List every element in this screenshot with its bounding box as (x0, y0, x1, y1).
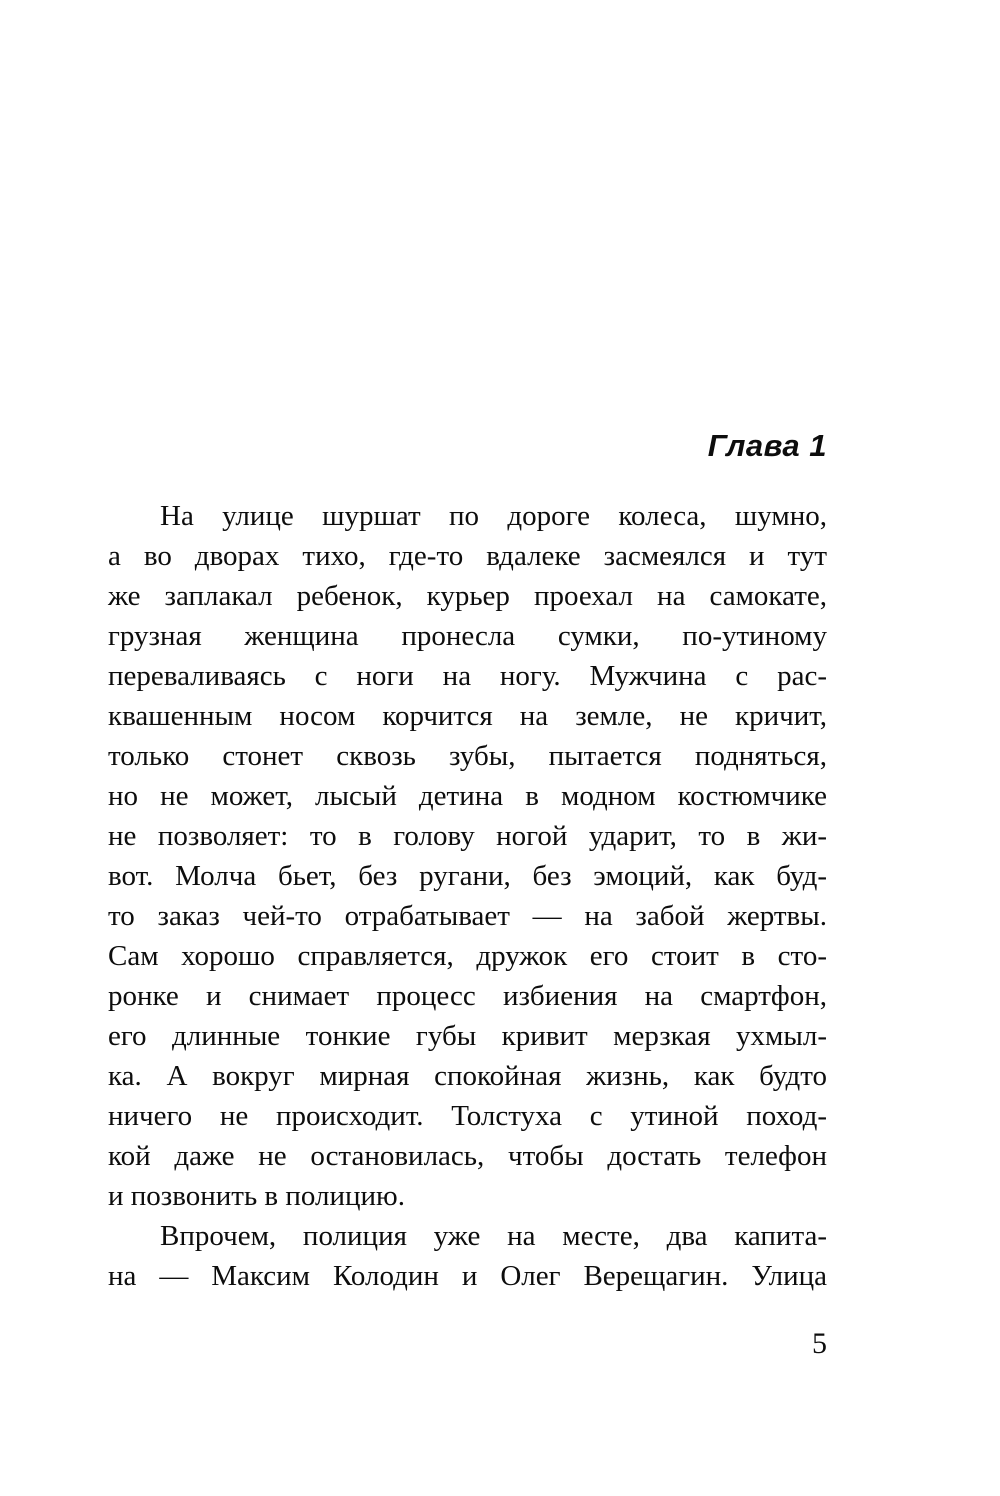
text-line: вот. Молча бьет, без ругани, без эмоций, как буд- (108, 860, 827, 892)
text-line: же заплакал ребенок, курьер проехал на самокате, (108, 580, 827, 612)
text-line: переваливаясь с ноги на ногу. Мужчина с рас- (108, 660, 827, 692)
text-line: ка. А вокруг мирная спокойная жизнь, как будто (108, 1060, 827, 1092)
page-number: 5 (812, 1327, 827, 1360)
text-line: квашенным носом корчится на земле, не кричит, (108, 700, 827, 732)
text-line: ронке и снимает процесс избиения на смартфон, (108, 980, 827, 1012)
text-line: но не может, лысый детина в модном костюмчике (108, 780, 827, 812)
text-line: грузная женщина пронесла сумки, по-утиному (108, 620, 827, 652)
text-line: Сам хорошо справляется, дружок его стоит в сто- (108, 940, 827, 972)
paragraph (108, 1216, 827, 1296)
chapter-heading: Глава 1 (707, 428, 827, 463)
text-line: а во дворах тихо, где-то вдалеке засмеялся и тут (108, 540, 827, 572)
body-text (108, 496, 827, 1296)
text-line: ничего не происходит. Толстуха с утиной поход- (108, 1100, 827, 1132)
text-line: на — Максим Колодин и Олег Верещагин. Улица (108, 1260, 827, 1292)
text-line: кой даже не остановилась, чтобы достать телефон (108, 1140, 827, 1172)
text-line: не позволяет: то в голову ногой ударит, то в жи- (108, 820, 827, 852)
paragraph (108, 496, 827, 1216)
text-line: то заказ чей-то отрабатывает — на забой жертвы. (108, 900, 827, 932)
text-line: и позвонить в полицию. (108, 1180, 405, 1212)
text-line: Впрочем, полиция уже на месте, два капита- (160, 1220, 827, 1252)
text-line: На улице шуршат по дороге колеса, шумно, (160, 500, 827, 532)
text-line: его длинные тонкие губы кривит мерзкая ухмыл- (108, 1020, 827, 1052)
text-line: только стонет сквозь зубы, пытается подняться, (108, 740, 827, 772)
